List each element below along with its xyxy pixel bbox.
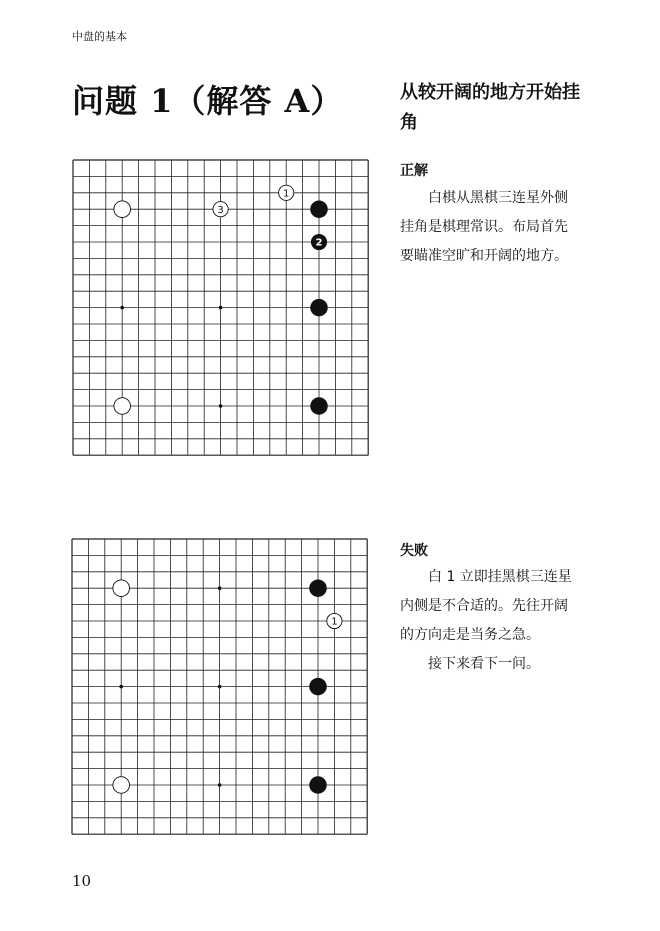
stone-move-number: 1 [331,616,338,628]
board-correct [72,159,369,456]
white-stone [114,201,131,218]
white-stone [113,777,130,794]
star-point [120,306,124,310]
correct-heading: 正解 [400,163,428,179]
stone-move-number: 2 [315,237,323,249]
black-stone [311,299,328,316]
failure-text [400,563,580,679]
stone-move-number: 1 [283,188,290,200]
star-point [219,306,223,310]
page-number: 10 [72,872,92,890]
failure-heading: 失败 [400,543,428,559]
white-stone [114,398,131,415]
white-stone [113,580,130,597]
failure-paragraph: 白 1 立即挂黑棋三连星内侧是不合适的。先往开阔的方向走是当务之急。 [400,569,572,643]
black-stone [311,398,328,415]
black-stone [310,580,327,597]
black-stone [310,777,327,794]
problem-title: 问题 1（解答 A） [72,82,344,120]
correct-paragraph: 白棋从黑棋三连星外侧挂角是棋理常识。布局首先要瞄准空旷和开阔的地方。 [400,190,568,264]
failure-paragraph: 接下来看下一问。 [428,656,540,672]
star-point [218,783,222,787]
black-stone [311,201,328,218]
star-point [218,586,222,590]
black-stone [310,678,327,695]
problem-subtitle: 从较开阔的地方开始挂角 [400,82,580,133]
star-point [218,685,222,689]
running-header: 中盘的基本 [72,30,127,43]
board-failure [71,538,368,835]
stone-move-number: 3 [217,204,224,216]
correct-text [400,184,580,271]
star-point [219,404,223,408]
star-point [119,685,123,689]
